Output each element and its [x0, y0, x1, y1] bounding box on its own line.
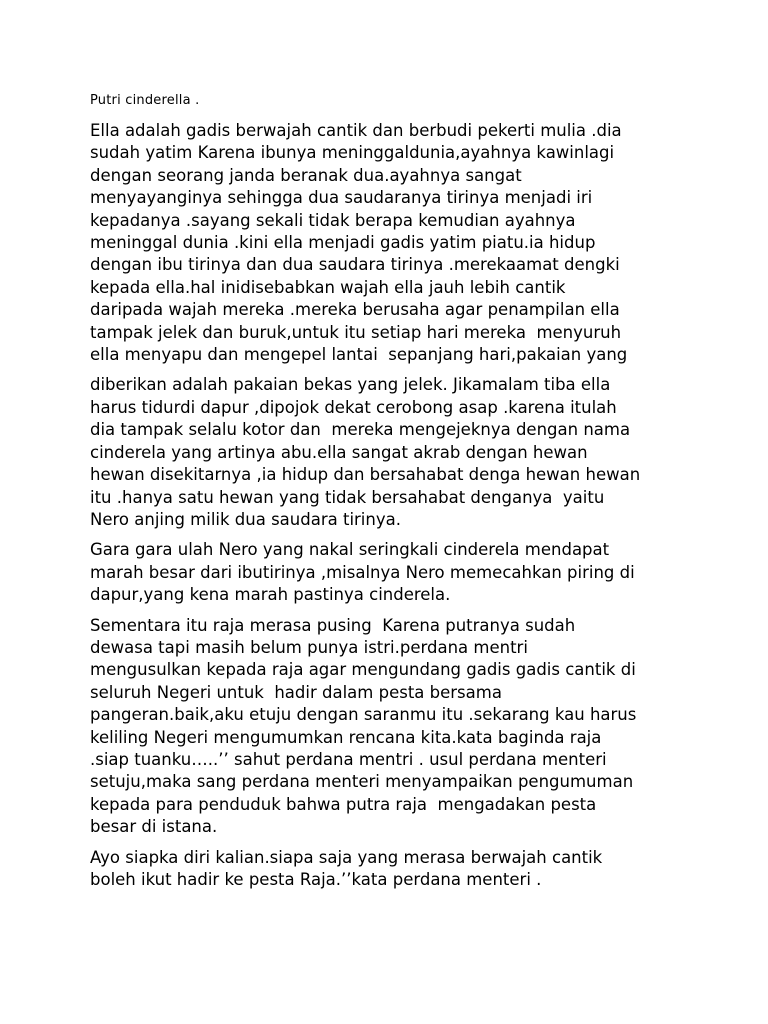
- text-line: harus tidurdi dapur ,dipojok dekat cerobong asap .karena itulah: [90, 397, 617, 417]
- text-line: boleh ikut hadir ke pesta Raja.’’kata perdana menteri .: [90, 870, 542, 889]
- text-line: kepada para penduduk bahwa putra raja mengadakan pesta: [90, 794, 597, 814]
- document-body: [90, 120, 690, 891]
- text-line: besar di istana.: [90, 817, 218, 837]
- text-line: kepadanya .sayang sekali tidak berapa kemudian ayahnya: [90, 210, 576, 230]
- text-line: menyayanginya sehingga dua saudaranya tirinya menjadi iri: [90, 188, 593, 208]
- text-line: marah besar dari ibutirinya ,misalnya Nero memecahkan piring di: [90, 562, 635, 582]
- text-line: .siap tuanku…..’’ sahut perdana mentri . usul perdana menteri: [90, 749, 607, 769]
- text-line: ella menyapu dan mengepel lantai sepanjang hari,pakaian yang: [90, 345, 628, 365]
- text-line: Gara gara ulah Nero yang nakal seringkali cinderela mendapat: [90, 540, 610, 560]
- paragraph: [90, 847, 690, 892]
- text-line: dapur,yang kena marah pastinya cinderela.: [90, 585, 451, 605]
- text-line: setuju,maka sang perdana menteri menyampaikan pengumuman: [90, 772, 634, 792]
- text-line: tampak jelek dan buruk,untuk itu setiap hari mereka menyuruh: [90, 322, 622, 342]
- text-line: hewan disekitarnya ,ia hidup dan bersahabat denga hewan hewan: [90, 465, 641, 485]
- text-line: kepada ella.hal inidisebabkan wajah ella jauh lebih cantik: [90, 277, 566, 297]
- text-line: dengan ibu tirinya dan dua saudara tirinya .merekaamat dengki: [90, 255, 620, 275]
- text-line: dewasa tapi masih belum punya istri.perdana mentri: [90, 637, 528, 657]
- paragraph: [90, 615, 690, 839]
- text-line: Sementara itu raja merasa pusing Karena putranya sudah: [90, 615, 576, 635]
- paragraph: [90, 374, 690, 531]
- text-line: mengusulkan kepada raja agar mengundang gadis gadis cantik di: [90, 660, 636, 680]
- text-line: dia tampak selalu kotor dan mereka mengejeknya dengan nama: [90, 420, 631, 440]
- text-line: Ayo siapka diri kalian.siapa saja yang merasa berwajah cantik: [90, 847, 603, 867]
- text-line: sudah yatim Karena ibunya meninggaldunia,ayahnya kawinlagi: [90, 143, 615, 163]
- text-line: daripada wajah mereka .mereka berusaha agar penampilan ella: [90, 300, 620, 320]
- text-line: pangeran.baik,aku etuju dengan saranmu itu .sekarang kau harus: [90, 705, 637, 725]
- document-title: Putri cinderella .: [90, 93, 200, 108]
- text-line: diberikan adalah pakaian bekas yang jelek. Jikamalam tiba ella: [90, 375, 611, 395]
- paragraph: [90, 120, 690, 366]
- text-line: Ella adalah gadis berwajah cantik dan berbudi pekerti mulia .dia: [90, 121, 622, 140]
- text-line: meninggal dunia .kini ella menjadi gadis yatim piatu.ia hidup: [90, 233, 596, 253]
- text-line: dengan seorang janda beranak dua.ayahnya sangat: [90, 165, 522, 185]
- text-line: seluruh Negeri untuk hadir dalam pesta bersama: [90, 682, 502, 702]
- text-line: keliling Negeri mengumumkan rencana kita.kata baginda raja: [90, 727, 602, 747]
- paragraph: [90, 539, 690, 606]
- text-line: itu .hanya satu hewan yang tidak bersahabat denganya yaitu: [90, 487, 605, 507]
- text-line: cinderela yang artinya abu.ella sangat akrab dengan hewan: [90, 442, 588, 462]
- text-line: Nero anjing milik dua saudara tirinya.: [90, 509, 401, 529]
